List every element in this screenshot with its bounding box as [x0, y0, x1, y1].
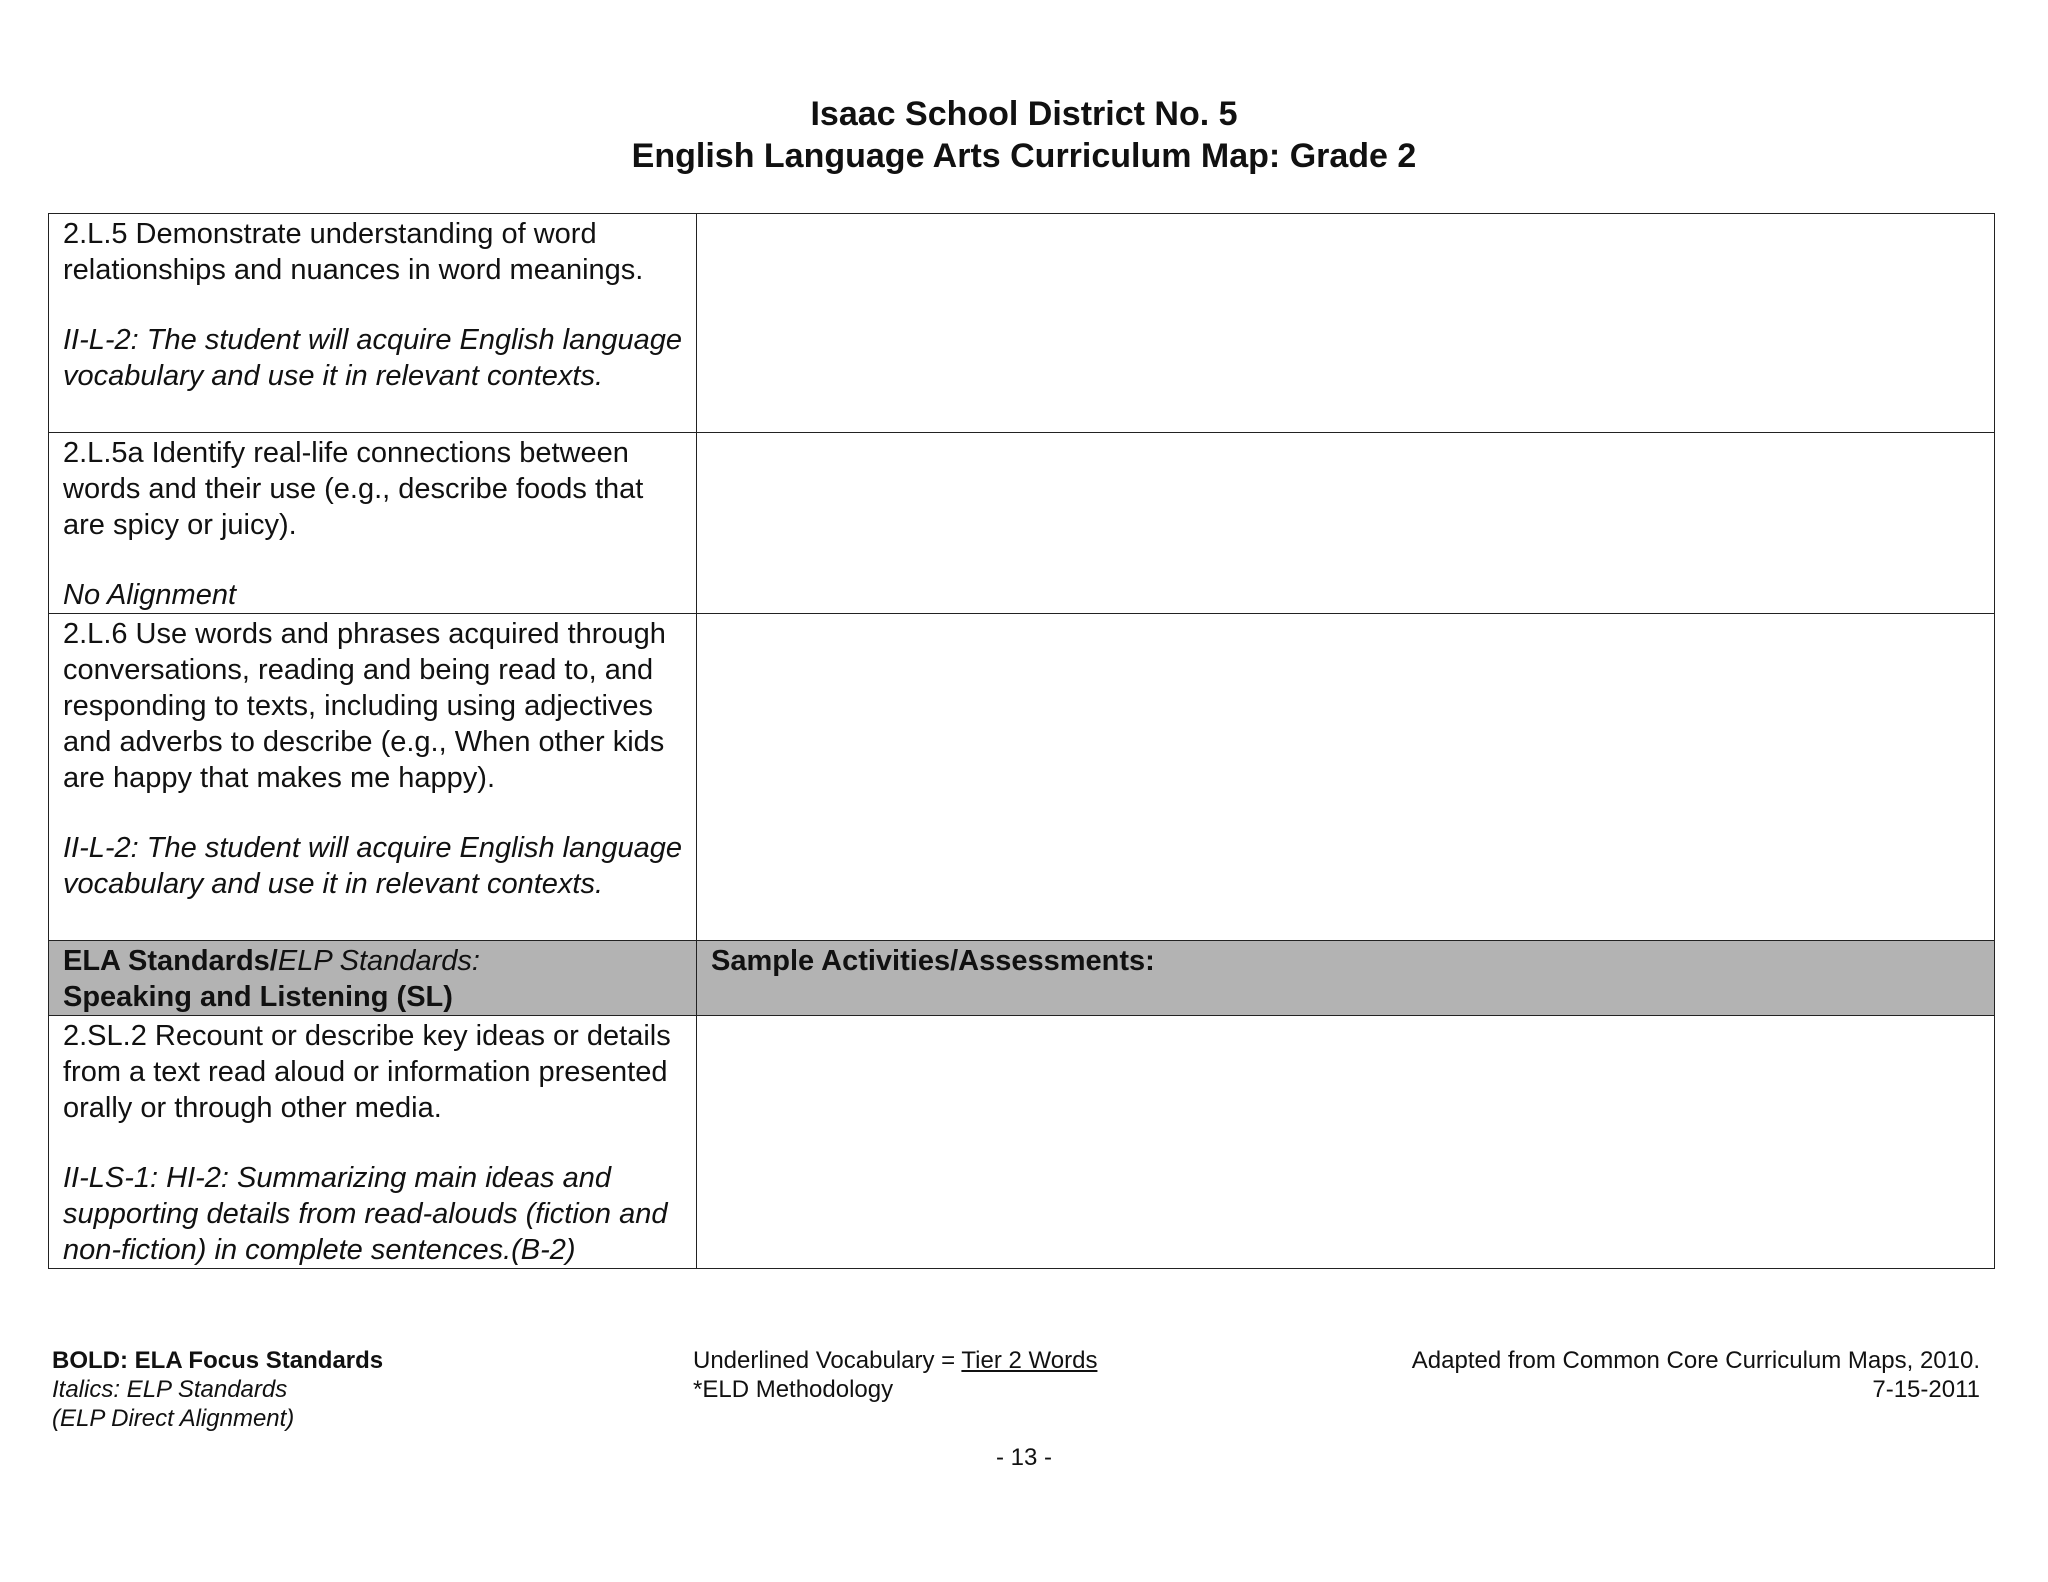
- ela-standard-text: 2.L.6 Use words and phrases acquired through conversations, reading and being read to, and responding to texts, including using adjectives and adverbs to describe (e.g., When other kids are happy that makes me happy).: [63, 618, 666, 794]
- activities-cell: [697, 614, 1995, 941]
- standards-header-cell: [49, 941, 697, 1016]
- vocabulary-legend: [693, 1346, 1097, 1375]
- elp-standard-text: II-L-2: The student will acquire English language vocabulary and use it in relevant contexts.: [63, 832, 683, 900]
- standard-cell: [49, 614, 697, 941]
- table-row: [49, 1016, 1995, 1269]
- curriculum-table: [48, 213, 1995, 1269]
- table-row: [49, 433, 1995, 614]
- tier-2-words: Tier 2 Words: [961, 1347, 1098, 1374]
- bold-legend: BOLD: ELA Focus Standards: [52, 1347, 384, 1374]
- activities-cell: [697, 433, 1995, 614]
- footer-legend: [52, 1346, 383, 1433]
- activities-cell: [697, 1016, 1995, 1269]
- ela-standards-label: ELA Standards/: [63, 945, 278, 977]
- curriculum-map-title: English Language Arts Curriculum Map: Grade 2: [631, 137, 1417, 175]
- table-row: [49, 614, 1995, 941]
- section-header-row: [49, 941, 1995, 1016]
- standard-cell: [49, 433, 697, 614]
- elp-standards-label: ELP Standards:: [277, 945, 480, 977]
- direct-alignment-legend: (ELP Direct Alignment): [52, 1405, 295, 1432]
- activities-cell: [697, 214, 1995, 433]
- footer-vocabulary: [693, 1346, 1097, 1404]
- page-number: - 13 -: [995, 1444, 1052, 1471]
- activities-header-label: Sample Activities/Assessments:: [711, 945, 1155, 977]
- ela-standard-text: 2.L.5 Demonstrate understanding of word relationships and nuances in word meanings.: [63, 218, 644, 286]
- district-title: Isaac School District No. 5: [810, 95, 1238, 133]
- eld-legend: *ELD Methodology: [693, 1376, 894, 1403]
- ela-standard-text: 2.L.5a Identify real-life connections between words and their use (e.g., describe foods that are spicy or juicy).: [63, 437, 644, 541]
- ela-standard-text: 2.SL.2 Recount or describe key ideas or details from a text read aloud or information presented orally or through other media.: [63, 1020, 671, 1124]
- vocabulary-prefix: Underlined Vocabulary =: [693, 1347, 962, 1374]
- elp-standard-text: II-LS-1: HI-2: Summarizing main ideas and supporting details from read-alouds (fiction and non-fiction) in complete sentences.(B-2): [63, 1162, 668, 1266]
- elp-standard-text: II-L-2: The student will acquire English language vocabulary and use it in relevant contexts.: [63, 324, 683, 392]
- revision-date: 7-15-2011: [1872, 1376, 1980, 1403]
- adapted-from: Adapted from Common Core Curriculum Maps, 2010.: [1411, 1347, 1980, 1374]
- table-row: [49, 214, 1995, 433]
- standard-cell: [49, 1016, 697, 1269]
- italics-legend: Italics: ELP Standards: [52, 1376, 288, 1403]
- standard-cell: [49, 214, 697, 433]
- activities-header-cell: [697, 941, 1995, 1016]
- strand-label: Speaking and Listening (SL): [63, 981, 453, 1013]
- elp-standard-text: No Alignment: [63, 579, 237, 611]
- footer-source: [1412, 1346, 1980, 1404]
